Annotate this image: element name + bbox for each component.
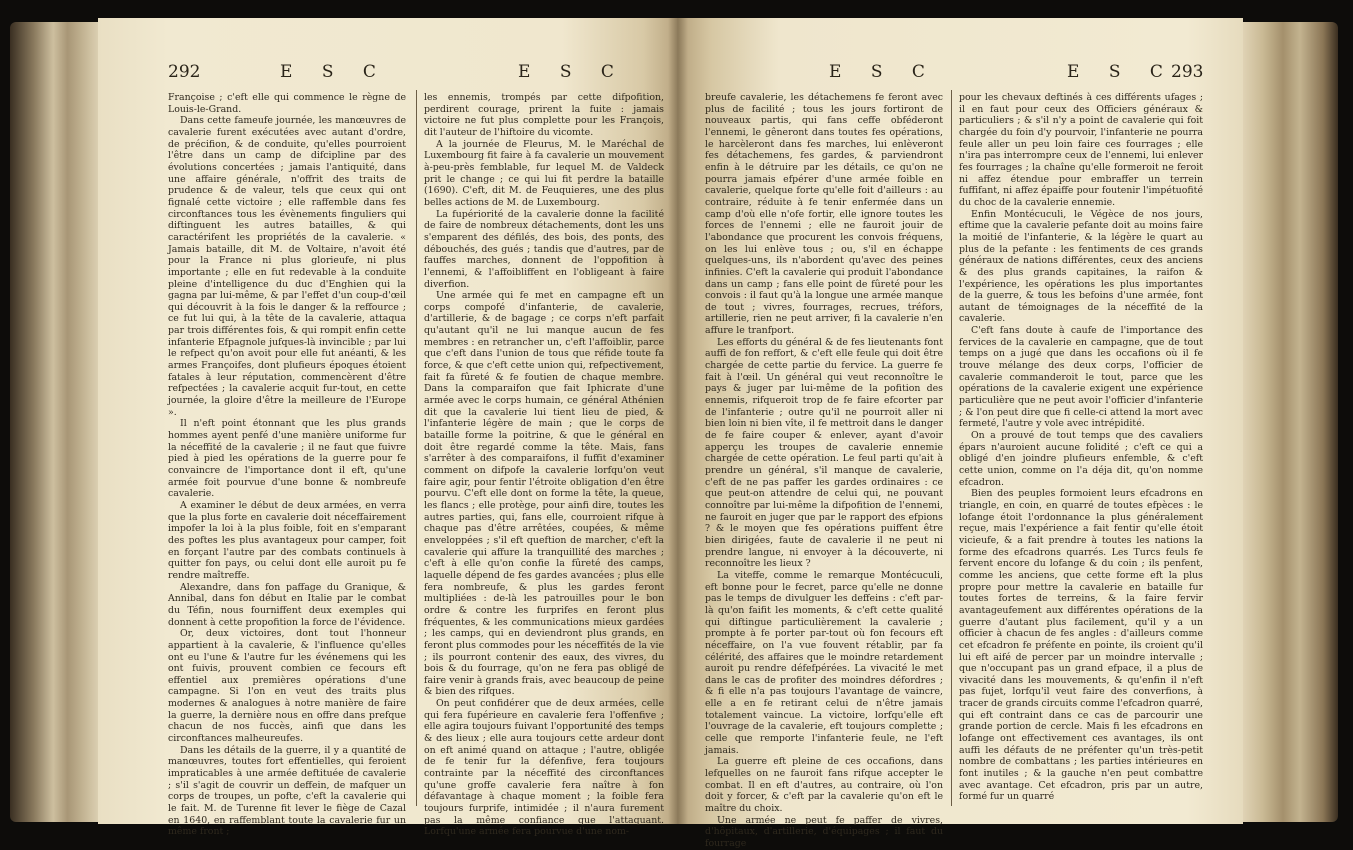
right-page-column-1: [705, 92, 943, 850]
paragraph: A la journée de Fleurus, M. le Maréchal de Luxembourg fit faire à fa cavalerie un mouvement à-peu-près femblable, fur lequel M. de Valdeck prit le change ; ce qui lui fit perdre la bataille (1690). C'eft, dit M. de Feuquieres, une des plus belles actions de M. de Luxembourg.: [424, 138, 664, 208]
paragraph: A examiner le début de deux armées, en verra que la plus forte en cavalerie doit néceffairement impofer la loi à la plus foible, foit en s'emparant des poftes les plus avantageux pour camper, foit en forçant l'autre par des combats continuels à quitter fon pays, ou celui dont elle auroit pu fe rendre maîtreffe.: [168, 499, 406, 581]
paragraph: Une armée qui fe met en campagne eft un corps compofé d'infanterie, de cavalerie, d'artillerie, & de bagage ; ce corps n'eft parfait qu'autant qu'il ne lui manque aucun de fes membres : en retrancher un, c'eft l'affoiblir, parce que c'eft dans l'union de tous que réfide toute fa force, & que c'eft cette union qui, refpectivement, fait fa fûreté & fe foutien de chaque membre. Dans la comparaifon que fait Iphicrate d'une armée avec le corps humain, ce général Athénien dit que la cavalerie lui tient lieu de pied, & l'infanterie légère de main ; que le corps de bataille forme la poitrine, & que le général en doit être regardé comme la tête. Mais, fans s'arrêter à des comparaifons, il fuffit d'examiner comment on difpofe la cavalerie lorfqu'on veut faire agir, pour fentir l'étroite obligation d'en être pourvu. C'eft elle dont on forme la tête, la queue, les flancs ; elle protège, pour ainfi dire, toutes les autres parties, qui, fans elle, courroient rifque à chaque pas d'être arrêtées, coupées, & même enveloppées ; s'il eft queftion de marcher, c'eft la cavalerie qui affure la tranquillité des marches ; c'eft à elle qu'on confie la fûreté des camps, laquelle dépend de fes gardes avancées ; plus elle fera nombreufe, & plus les gardes feront multipliées : de-là les patrouilles pour le bon ordre & contre les furprifes en feront plus fréquentes, & les communications mieux gardées ; les camps, qui en deviendront plus grands, en feront plus commodes pour les néceffités de la vie ; ils pourront contenir des eaux, des vivres, du bois & du fourrage, qu'on ne fera pas obligé de faire venir à grands frais, avec beaucoup de peine & bien des rifques.: [424, 290, 664, 698]
left-page-headword-left: E S C: [280, 62, 388, 82]
left-page-edges: [10, 22, 106, 822]
paragraph: La guerre eft pleine de ces occafions, dans lefquelles on ne fauroit fans rifque accepter le combat. Il en eft d'autres, au contraire, où l'on doit y forcer, & c'eft par la cavalerie qu'on eft le maître du choix.: [705, 756, 943, 815]
paragraph: Alexandre, dans fon paffage du Granique, & Annibal, dans fon début en Italie par le combat du Téfin, nous fourniffent deux exemples qui donnent à cette propofition la force de l'évidence.: [168, 581, 406, 628]
left-page-number: 292: [168, 62, 201, 82]
paragraph: La fupériorité de la cavalerie donne la facilité de faire de nombreux détachements, dont les uns s'emparent des défilés, des bois, des ponts, des débouchés, des gués ; tandis que d'autres, par de fauffes marches, donnent de l'oppofition à l'ennemi, & l'affoibliffent en l'obligeant à faire diverfion.: [424, 208, 664, 290]
right-page-number: 293: [1171, 62, 1204, 82]
paragraph: Enfin Montécuculi, le Végèce de nos jours, eftime que la cavalerie pefante doit au moins faire la moitié de l'infanterie, & la légère le quart au plus de la pefante : les fentiments de ces grands généraux de nations différentes, ceux des anciens & des plus grands capitaines, la raifon & l'expérience, les opérations les plus importantes de la guerre, & tous les befoins d'une armée, font autant de témoignages de la néceffité de la cavalerie.: [959, 208, 1203, 325]
paragraph: La viteffe, comme le remarque Montécuculi, eft bonne pour le fecret, parce qu'elle ne donne pas le temps de divulguer les deffeins : c'eft par-là qu'on faifit les moments, & c'eft cette qualité qui diftingue particulièrement la cavalerie ; prompte à fe porter par-tout où fon fecours eft néceffaire, on l'a vue fouvent rétablir, par fa célérité, des affaires que le moindre retardement auroit pu rendre défefpérées. La vivacité le met dans le cas de profiter des moindres défordres ; & fi elle n'a pas toujours l'avantage de vaincre, elle a en fe retirant celui de n'être jamais totalement vaincue. La victoire, lorfqu'elle eft l'ouvrage de la cavalerie, eft toujours complette ; celle que remporte l'infanterie feule, ne l'eft jamais.: [705, 569, 943, 756]
right-page-column-2: [959, 92, 1203, 803]
right-page-column-rule: [951, 90, 952, 806]
paragraph: Françoise ; c'eft elle qui commence le règne de Louis-le-Grand.: [168, 92, 406, 115]
right-page-header: [697, 62, 1213, 88]
left-page-headword-right: E S C: [518, 62, 626, 82]
paragraph: Une armée ne peut fe paffer de vivres, d'hôpitaux, d'artillerie, d'équipages ; il faut du fourrage: [705, 814, 943, 849]
left-page-column-2: [424, 92, 664, 838]
paragraph: Les efforts du général & de fes lieutenants font auffi de fon reffort, & c'eft elle feule qui doit être chargée de cette partie du fervice. La guerre fe fait à l'œil. Un général qui veut reconnoître le pays & juger par lui-même de la pofition des ennemis, rifqueroit trop de fe faire efcorter par de l'infanterie ; outre qu'il ne pourroit aller ni bien loin ni bien vîte, il fe mettroit dans le danger de fe faire couper & enlever, ayant d'avoir apperçu les troupes de cavalerie ennemie chargée de cette opération. Le feul parti qu'ait à prendre un général, s'il manque de cavalerie, c'eft de ne pas paffer les gardes ordinaires : ce que peut-on attendre de celui qui, ne pouvant connoître par lui-même la difpofition de l'ennemi, ne fauroit en juger que par le rapport des efpions ? & le moyen que fes opérations puiffent être bien dirigées, faute de cavalerie il ne peut ni prendre langue, ni envoyer à la découverte, ni reconnoître les lieux ?: [705, 336, 943, 570]
paragraph: Il n'eft point étonnant que les plus grands hommes ayent penfé d'une manière uniforme fur la néceffité de la cavalerie ; il ne faut que fuivre pied à pied les opérations de la guerre pour fe convaincre de l'importance dont il eft, qu'une armée foit pourvue d'une bonne & nombreufe cavalerie.: [168, 418, 406, 500]
left-page-column-1: [168, 92, 406, 838]
left-page-column-rule: [416, 90, 417, 806]
book-gutter: [668, 18, 688, 824]
paragraph: C'eft fans doute à caufe de l'importance des fervices de la cavalerie en campagne, que de tout temps on a jugé que dans les occafions où il fe trouve mélange des deux corps, l'officier de cavalerie commanderoit le tout, parce que les opérations de la cavalerie exigent une expérience particulière que ne peut avoir l'officier d'infanterie ; & l'on peut dire que fi celle-ci attend la mort avec fermeté, l'autre y vole avec intrépidité.: [959, 325, 1203, 430]
paragraph: breufe cavalerie, les détachemens fe feront avec plus de facilité ; tous les jours fortiront de nouveaux partis, qui fans ceffe obféderont l'ennemi, le gêneront dans toutes fes opérations, le harcèleront dans fes marches, lui enlèveront fes détachemens, fes gardes, & parviendront enfin à le détruire par les détails, ce qu'on ne pourra jamais efpérer d'une armée foible en cavalerie, quelque forte qu'elle foit d'ailleurs : au contraire, réduite à fe tenir enfermée dans un camp d'où elle n'ofe fortir, elle ignore toutes les forces de l'ennemi ; elle ne fauroit jouir de l'abondance que procurent les convois fréquens, on les lui enlève tous ; ou, s'il en échappe quelques-uns, ils n'abordent qu'avec des peines infinies. C'eft la cavalerie qui produit l'abondance dans un camp ; fans elle point de fûreté pour les convois : il faut qu'à la longue une armée manque de tout ; vivres, fourrages, recrues, tréfors, artillerie, rien ne peut arriver, fi la cavalerie n'en affure le tranfport.: [705, 92, 943, 337]
right-page-headword-left: E S C: [829, 62, 937, 82]
paragraph: On a prouvé de tout temps que des cavaliers épars n'auroient aucune folidité ; c'eft ce qui a obligé d'en joindre plufieurs enfemble, & c'eft cette union, comme on l'a déja dit, qu'on nomme efcadron.: [959, 430, 1203, 488]
paragraph: pour les chevaux deftinés à ces différents ufages ; il en faut pour ceux des Officiers généraux & particuliers ; & s'il n'y a point de cavalerie qui foit chargée du foin d'y pourvoir, l'infanterie ne pourra feule aller un peu loin faire ces fourrages ; elle n'ira pas interrompre ceux de l'ennemi, lui enlever fes fourrages ; la chaîne qu'elle formeroit ne feroit ni affez étendue pour embraffer un terrein fuffifant, ni affez épaiffe pour foutenir l'impétuofité du choc de la cavalerie ennemie.: [959, 92, 1203, 208]
paragraph: Dans les détails de la guerre, il y a quantité de manœuvres, toutes fort effentielles, qui feroient impraticables à une armée deftituée de cavalerie ; s'il s'agit de couvrir un deffein, de mafquer un corps de troupes, un pofte, c'eft la cavalerie qui le fait. M. de Turenne fit lever le fiège de Cazal en 1640, en raffemblant toute la cavalerie fur un même front ;: [168, 744, 406, 838]
left-page-header: [168, 62, 628, 88]
right-page: [677, 18, 1243, 849]
paragraph: Bien des peuples formoient leurs efcadrons en triangle, en coin, en quarré de toutes efpèces : le lofange étoit l'ordonnance la plus généralement reçue, mais l'expérience a fait fentir qu'elle étoit vicieufe, & a fait prendre à toutes les nations la forme des efcadrons quarrés. Les Turcs feuls fe fervent encore du lofange & du coin ; ils penfent, comme les anciens, que cette forme eft la plus propre pour mettre la cavalerie en bataille fur toutes fortes de terreins, & la faire fervir avantageufement aux différentes opérations de la guerre d'autant plus facilement, qu'il y a un officier à chacun de fes angles : d'ailleurs comme cet efcadron fe préfente en pointe, ils croient qu'il lui eft aifé de percer par un moindre intervalle ; que n'occupant pas un grand efpace, il a plus de vivacité dans les mouvements, & qu'enfin il n'eft pas fujet, lorfqu'il veut faire des converfions, à tracer de grands circuits comme l'efcadron quarré, qui eft contraint dans ce cas de parcourir une grande portion de cercle. Mais fi les efcadrons en lofange ont effectivement ces avantages, ils ont auffi les défauts de ne préfenter qu'un très-petit nombre de combattans ; les parties intérieures en font inutiles ; & la gauche n'en peut combattre avec avantage. Cet efcadron, pris par un autre, formé fur un quarré: [959, 488, 1204, 803]
right-page-edges: [1238, 22, 1338, 822]
paragraph: Or, deux victoires, dont tout l'honneur appartient à la cavalerie, & l'influence qu'elles ont eu l'une & l'autre fur les événemens qui les ont fuivis, prouvent combien ce fecours eft effentiel aux premières opérations d'une campagne. Si l'on en veut des traits plus modernes & analogues à notre manière de faire la guerre, la dernière nous en offre dans prefque chacun de nos fuccès, ainfi que dans les circonftances malheureufes.: [168, 628, 406, 745]
paragraph: Dans cette fameufe journée, les manœuvres de cavalerie furent exécutées avec autant d'ordre, de précifion, & de conduite, qu'elles pourroient l'être dans un camp de difcipline par des évolutions concertées ; jamais l'antiquité, dans une affaire générale, n'offrit des traits de prudence & de valeur, tels que ceux qui ont fignalé cette victoire ; elle raffemble dans fes circonftances tous les évènements finguliers qui diftinguent les autres batailles, & qui caractérifent les propriétés de la cavalerie. « Jamais bataille, dit M. de Voltaire, n'avoit été pour la France ni plus glorieufe, ni plus importante ; elle en fut redevable à la conduite pleine d'intelligence du duc d'Enghien qui la gagna par lui-même, & par l'effet d'un coup-d'œil qui découvrit à la fois le danger & la reffource ; ce fut lui qui, à la tête de la cavalerie, attaqua par trois différentes fois, & qui rompit enfin cette infanterie Efpagnole jufques-là invincible ; par lui le refpect qu'on avoit pour elle fut anéanti, & les armes Françoifes, dont plufieurs époques étoient fatales à leur réputation, commencèrent d'être refpectées ; la cavalerie acquit fur-tout, en cette journée, la gloire d'être la meilleure de l'Europe ».: [168, 115, 406, 418]
paragraph: les ennemis, trompés par cette difpofition, perdirent courage, prirent la fuite : jamais victoire ne fut plus complette pour les François, dit l'auteur de l'hiftoire du vicomte.: [424, 92, 664, 138]
right-page-headword-right: E S C: [1067, 62, 1175, 82]
left-page: [98, 18, 678, 838]
paragraph: On peut confidérer que de deux armées, celle qui fera fupérieure en cavalerie fera l'offenfive ; elle agira toujours fuivant l'opportunité des temps & des lieux ; elle aura toujours cette ardeur dont on eft animé quand on attaque ; l'autre, obligée de fe tenir fur la défenfive, fera toujours contrainte par la néceffité des circonftances qu'une groffe cavalerie fera naître à fon défavantage à chaque moment ; la foible fera toujours furprife, intimidée ; il n'aura furement pas la même confiance que l'attaquant. Lorfqu'une armée fera pourvue d'une nom-: [424, 698, 664, 838]
